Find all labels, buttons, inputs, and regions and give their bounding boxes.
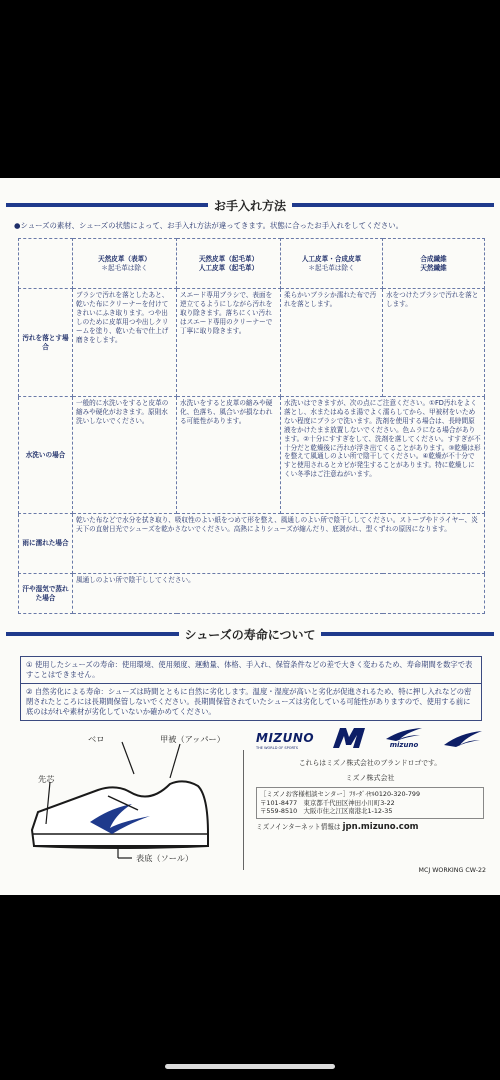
cell: 風通しのよい所で陰干ししてください。 (73, 574, 485, 614)
life-title-bar (0, 626, 500, 642)
contact-address: ［ミズノお客様相談センター］ﾌﾘｰﾀﾞｲﾔﾙ0120-320-799 〒101-8477 東京都千代田区神田小川町3-22 〒559-8510 大阪市住之江区南港北1-12-35 (256, 787, 484, 819)
label-toe-cap: 先芯 (38, 774, 55, 784)
cell: 水をつけたブラシで汚れを落とします。 (383, 289, 485, 397)
cell: 一般的に水洗いをすると皮革の縮みや硬化がおきます。原則水洗いしないでください。 (73, 397, 177, 514)
home-indicator[interactable] (165, 1064, 335, 1069)
runbird-logo-icon (442, 729, 484, 747)
cell: 乾いた布などで水分を拭き取り、吸収性のよい紙をつめて形を整え、風通しのよい所で陰干ししてください。ストーブやドライヤー、炎天下の直射日光でシューズを乾かさないでください。高熱によりシューズが縮んだり、底剥がれ、型くずれの原因になります。 (73, 514, 485, 574)
footer-code: MCJ WORKING CW-22 (418, 867, 486, 874)
row-dirt (19, 289, 485, 397)
col-natural-leather: 天然皮革（表革） ＊起毛革は除く (73, 239, 177, 289)
life-box (20, 656, 482, 721)
web-info: ミズノインターネット情報は jpn.mizuno.com (256, 821, 419, 832)
web-url: jpn.mizuno.com (342, 821, 419, 832)
care-header-row (19, 239, 485, 289)
row-label: 水洗いの場合 (19, 397, 73, 514)
life-item: ① 使用したシューズの寿命：使用環境、使用頻度、運動量、体格、手入れ、保管条件などの差で大きく変わるため、寿命期間を数字で表すことはできません。 (26, 660, 473, 679)
shoe-illustration (20, 738, 235, 868)
row-label: 汚れを落とす場合 (19, 289, 73, 397)
mizuno-m-logo-icon (332, 727, 366, 749)
col-synthetic-leather: 人工皮革・合成皮革 ＊起毛革は除く (281, 239, 383, 289)
brand-logos (256, 725, 484, 751)
care-intro: ●シューズの素材、シューズの状態によって、お手入れ方法が違ってきます。状態に合ったお手入れをしてください。 (14, 221, 403, 230)
life-title: シューズの寿命について (184, 627, 316, 642)
col-suede-leather: 天然皮革（起毛革） 人工皮革（起毛革） (177, 239, 281, 289)
care-title: お手入れ方法 (214, 198, 287, 213)
cell: 水洗いをすると皮革の縮みや硬化、色落ち、風合いが損なわれる可能性があります。 (177, 397, 281, 514)
row-label: 汗や湿気で蒸れた場合 (19, 574, 73, 614)
care-instruction-sheet (0, 178, 500, 895)
label-sole: 表底（ソール） (136, 853, 194, 863)
care-table (18, 238, 485, 614)
life-item: ② 自然劣化による寿命：シューズは時間とともに自然に劣化します。温度・湿度が高いと劣化が促進されるため、特に押し入れなどの密閉されたところには長期間保管しないでください。長期間保管されていたシューズは劣化している可能性がありますので、使用する前に底のはがれや素材が劣化していないか確かめてください。 (21, 683, 481, 720)
cell: ブラシで汚れを落としたあと、乾いた布にクリーナーを付けてきれいにふき取ります。つや出しのために皮革用つや出しクリームを塗り、乾いた布で仕上げ磨きをします。 (73, 289, 177, 397)
cell: 水洗いはできますが、次の点にご注意ください。①FD汚れをよく落とし、水またはぬるま湯でよく濡らしてから、甲被材をいためない程度にブラシで洗います。洗剤を使用する場合は、長時間原液をかけたまま放置しないでください。色ムラになる場合があります。②十分にすすぎをして、洗剤を落してください。すすぎが不十分だと乾燥後に汚れが浮き出てくることがあります。③乾燥は形を整えて風通しのよい所で陰干してください。④乾燥が不十分ですと使用されるとカビが発生することがあります。特に乾燥しにくい冬季はご注意ねがいます。 (281, 397, 485, 514)
shoe-diagram (20, 734, 235, 868)
col-fibers: 合成繊維 天然繊維 (383, 239, 485, 289)
runbird-wordmark-logo: mizuno (384, 727, 424, 749)
divider (243, 750, 244, 870)
cell: スエード専用ブラシで、表面を逆立てるようにしながら汚れを取り除きます。落ちにくい汚れはスエード専用のクリーナーで丁寧に取り除きます。 (177, 289, 281, 397)
company-name: ミズノ株式会社 (345, 774, 395, 782)
brand-block (256, 725, 484, 832)
label-tongue: ベロ (88, 734, 105, 744)
row-washing (19, 397, 485, 514)
mizuno-wordmark-logo: MIZUNO THE WORLD OF SPORTS (256, 730, 315, 750)
label-upper: 甲被（アッパー） (160, 734, 225, 744)
brand-note: これらはミズノ株式会社のブランドロゴです。 (298, 759, 442, 767)
row-label: 雨に濡れた場合 (19, 514, 73, 574)
row-sweat (19, 574, 485, 614)
care-title-bar (0, 197, 500, 213)
cell: 柔らかいブラシか濡れた布で汚れを落とします。 (281, 289, 383, 397)
row-rain (19, 514, 485, 574)
